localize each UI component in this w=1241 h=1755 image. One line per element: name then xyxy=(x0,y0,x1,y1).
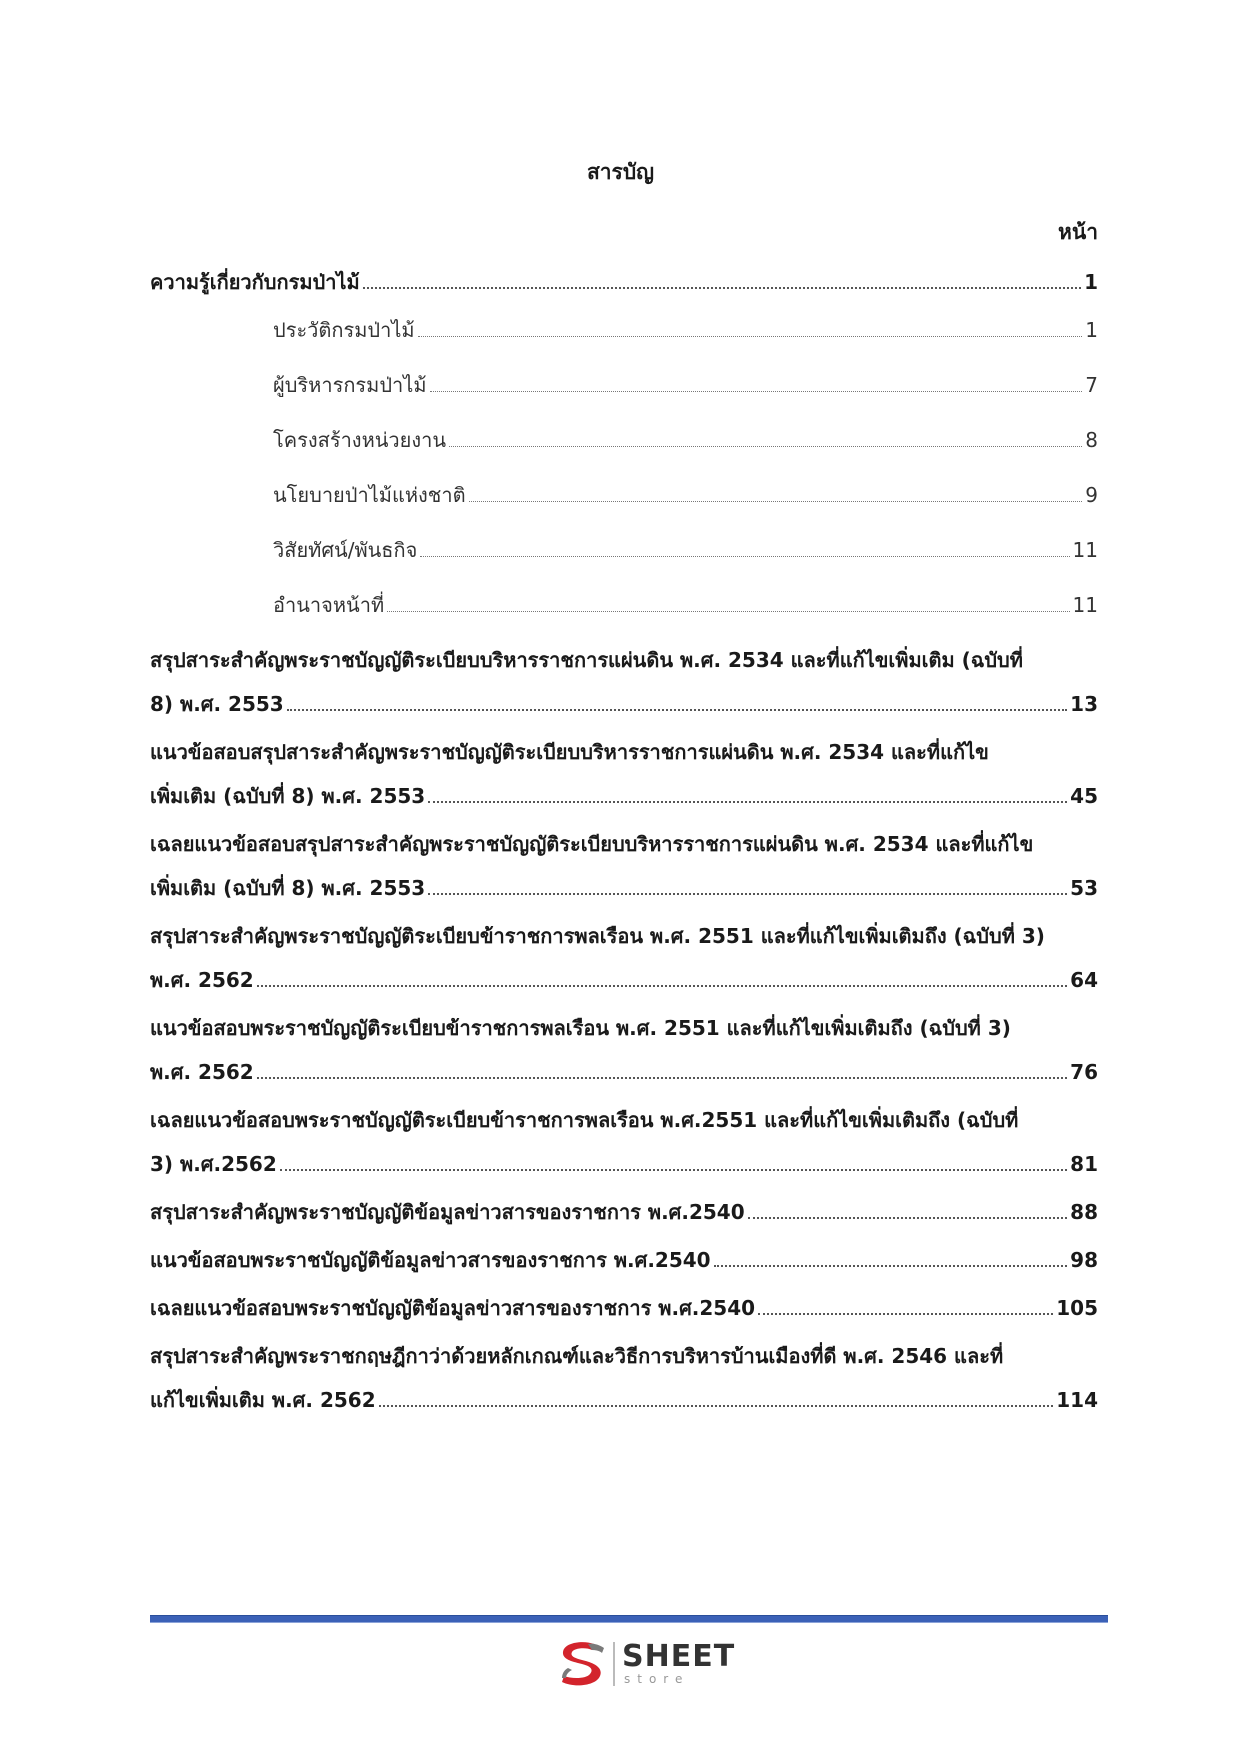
toc-page-number: 7 xyxy=(1085,373,1098,397)
dot-leader xyxy=(428,801,1067,803)
table-of-contents xyxy=(150,270,1098,1436)
footer-rule xyxy=(150,1615,1108,1623)
dot-leader xyxy=(418,336,1083,337)
dot-leader xyxy=(287,709,1067,711)
toc-entry-text: ความรู้เกี่ยวกับกรมป่าไม้ xyxy=(150,270,360,294)
dot-leader xyxy=(758,1313,1053,1315)
toc-page-number: 45 xyxy=(1070,784,1098,808)
toc-entry[interactable] xyxy=(150,1248,1098,1272)
dot-leader xyxy=(469,501,1083,502)
toc-entry[interactable] xyxy=(150,270,1098,294)
toc-entry-text: แก้ไขเพิ่มเติม พ.ศ. 2562 xyxy=(150,1388,376,1412)
toc-entry-text: แนวข้อสอบพระราชบัญญัติระเบียบข้าราชการพลเรือน พ.ศ. 2551 และที่แก้ไขเพิ่มเติมถึง (ฉบับที่ 3) xyxy=(150,1016,1011,1040)
toc-entry-text: นโยบายป่าไม้แห่งชาติ xyxy=(273,483,466,507)
toc-entry[interactable] xyxy=(150,1344,1098,1412)
toc-entry-text: แนวข้อสอบพระราชบัญญัติข้อมูลข่าวสารของราชการ พ.ศ.2540 xyxy=(150,1248,711,1272)
toc-page-number: 11 xyxy=(1072,538,1098,562)
toc-entry[interactable] xyxy=(150,924,1098,992)
toc-page-number: 105 xyxy=(1056,1296,1098,1320)
toc-entry[interactable] xyxy=(150,538,1098,562)
dot-leader xyxy=(714,1265,1068,1267)
toc-entry[interactable] xyxy=(150,648,1098,716)
dot-leader xyxy=(420,556,1069,557)
toc-entry-text: สรุปสาระสำคัญพระราชบัญญัติระเบียบบริหารราชการแผ่นดิน พ.ศ. 2534 และที่แก้ไขเพิ่มเติม (ฉบับที่ xyxy=(150,648,1023,672)
toc-page-number: 114 xyxy=(1056,1388,1098,1412)
toc-entry-text: เฉลยแนวข้อสอบพระราชบัญญัติระเบียบข้าราชการพลเรือน พ.ศ.2551 และที่แก้ไขเพิ่มเติมถึง (ฉบับที่ xyxy=(150,1108,1019,1132)
toc-page-number: 1 xyxy=(1085,318,1098,342)
toc-page-number: 11 xyxy=(1072,593,1098,617)
page-title: สารบัญ xyxy=(586,160,655,184)
toc-entry-text: 3) พ.ศ.2562 xyxy=(150,1152,277,1176)
dot-leader xyxy=(280,1169,1067,1171)
toc-entry[interactable] xyxy=(150,318,1098,342)
toc-entry[interactable] xyxy=(150,593,1098,617)
toc-entry[interactable] xyxy=(150,740,1098,808)
toc-page-number: 98 xyxy=(1070,1248,1098,1272)
toc-entry-text: เฉลยแนวข้อสอบพระราชบัญญัติข้อมูลข่าวสารของราชการ พ.ศ.2540 xyxy=(150,1296,756,1320)
toc-entry-text: สรุปสาระสำคัญพระราชบัญญัติระเบียบข้าราชการพลเรือน พ.ศ. 2551 และที่แก้ไขเพิ่มเติมถึง (ฉบับที่ 3) xyxy=(150,924,1045,948)
toc-entry-text: วิสัยทัศน์/พันธกิจ xyxy=(273,538,418,562)
sheet-store-logo-icon xyxy=(554,1638,616,1690)
toc-entry-text: สรุปสาระสำคัญพระราชบัญญัติข้อมูลข่าวสารของราชการ พ.ศ.2540 xyxy=(150,1200,745,1224)
toc-page-number: 13 xyxy=(1070,692,1098,716)
brand-subtitle: store xyxy=(624,1672,690,1686)
toc-page-number: 9 xyxy=(1085,483,1098,507)
toc-entry-text: เพิ่มเติม (ฉบับที่ 8) พ.ศ. 2553 xyxy=(150,784,426,808)
dot-leader xyxy=(379,1405,1054,1407)
dot-leader xyxy=(428,893,1067,895)
toc-entry[interactable] xyxy=(150,483,1098,507)
toc-entry-text: โครงสร้างหน่วยงาน xyxy=(273,428,447,452)
toc-page-number: 88 xyxy=(1070,1200,1098,1224)
dot-leader xyxy=(257,1077,1067,1079)
dot-leader xyxy=(363,287,1081,289)
toc-entry-text: สรุปสาระสำคัญพระราชกฤษฎีกาว่าด้วยหลักเกณฑ์และวิธีการบริหารบ้านเมืองที่ดี พ.ศ. 2546 และที่ xyxy=(150,1344,1004,1368)
toc-entry-text: เฉลยแนวข้อสอบสรุปสาระสำคัญพระราชบัญญัติระเบียบบริหารราชการแผ่นดิน พ.ศ. 2534 และที่แก้ไข xyxy=(150,832,1034,856)
dot-leader xyxy=(430,391,1083,392)
dot-leader xyxy=(748,1217,1068,1219)
toc-page-number: 76 xyxy=(1070,1060,1098,1084)
dot-leader xyxy=(257,985,1067,987)
toc-entry[interactable] xyxy=(150,428,1098,452)
dot-leader xyxy=(449,446,1082,447)
toc-entry[interactable] xyxy=(150,832,1098,900)
brand-name: SHEET xyxy=(622,1639,736,1674)
toc-page-number: 8 xyxy=(1085,428,1098,452)
toc-page-number: 64 xyxy=(1070,968,1098,992)
toc-entry-text: ประวัติกรมป่าไม้ xyxy=(273,318,415,342)
toc-entry-text: 8) พ.ศ. 2553 xyxy=(150,692,284,716)
page-column-header: หน้า xyxy=(1058,220,1098,244)
toc-entry-text: แนวข้อสอบสรุปสาระสำคัญพระราชบัญญัติระเบียบบริหารราชการแผ่นดิน พ.ศ. 2534 และที่แก้ไข xyxy=(150,740,989,764)
toc-page-number: 53 xyxy=(1070,876,1098,900)
toc-entry-text: ผู้บริหารกรมป่าไม้ xyxy=(273,373,427,397)
toc-entry-text: พ.ศ. 2562 xyxy=(150,968,254,992)
toc-entry[interactable] xyxy=(150,1108,1098,1176)
toc-page-number: 1 xyxy=(1084,270,1098,294)
toc-entry-text: เพิ่มเติม (ฉบับที่ 8) พ.ศ. 2553 xyxy=(150,876,426,900)
toc-page-number: 81 xyxy=(1070,1152,1098,1176)
toc-entry-text: พ.ศ. 2562 xyxy=(150,1060,254,1084)
toc-entry[interactable] xyxy=(150,1296,1098,1320)
toc-entry-text: อำนาจหน้าที่ xyxy=(273,593,385,617)
toc-entry[interactable] xyxy=(150,373,1098,397)
dot-leader xyxy=(387,611,1069,612)
toc-entry[interactable] xyxy=(150,1016,1098,1084)
toc-entry[interactable] xyxy=(150,1200,1098,1224)
sheet-store-logo xyxy=(554,1638,734,1690)
